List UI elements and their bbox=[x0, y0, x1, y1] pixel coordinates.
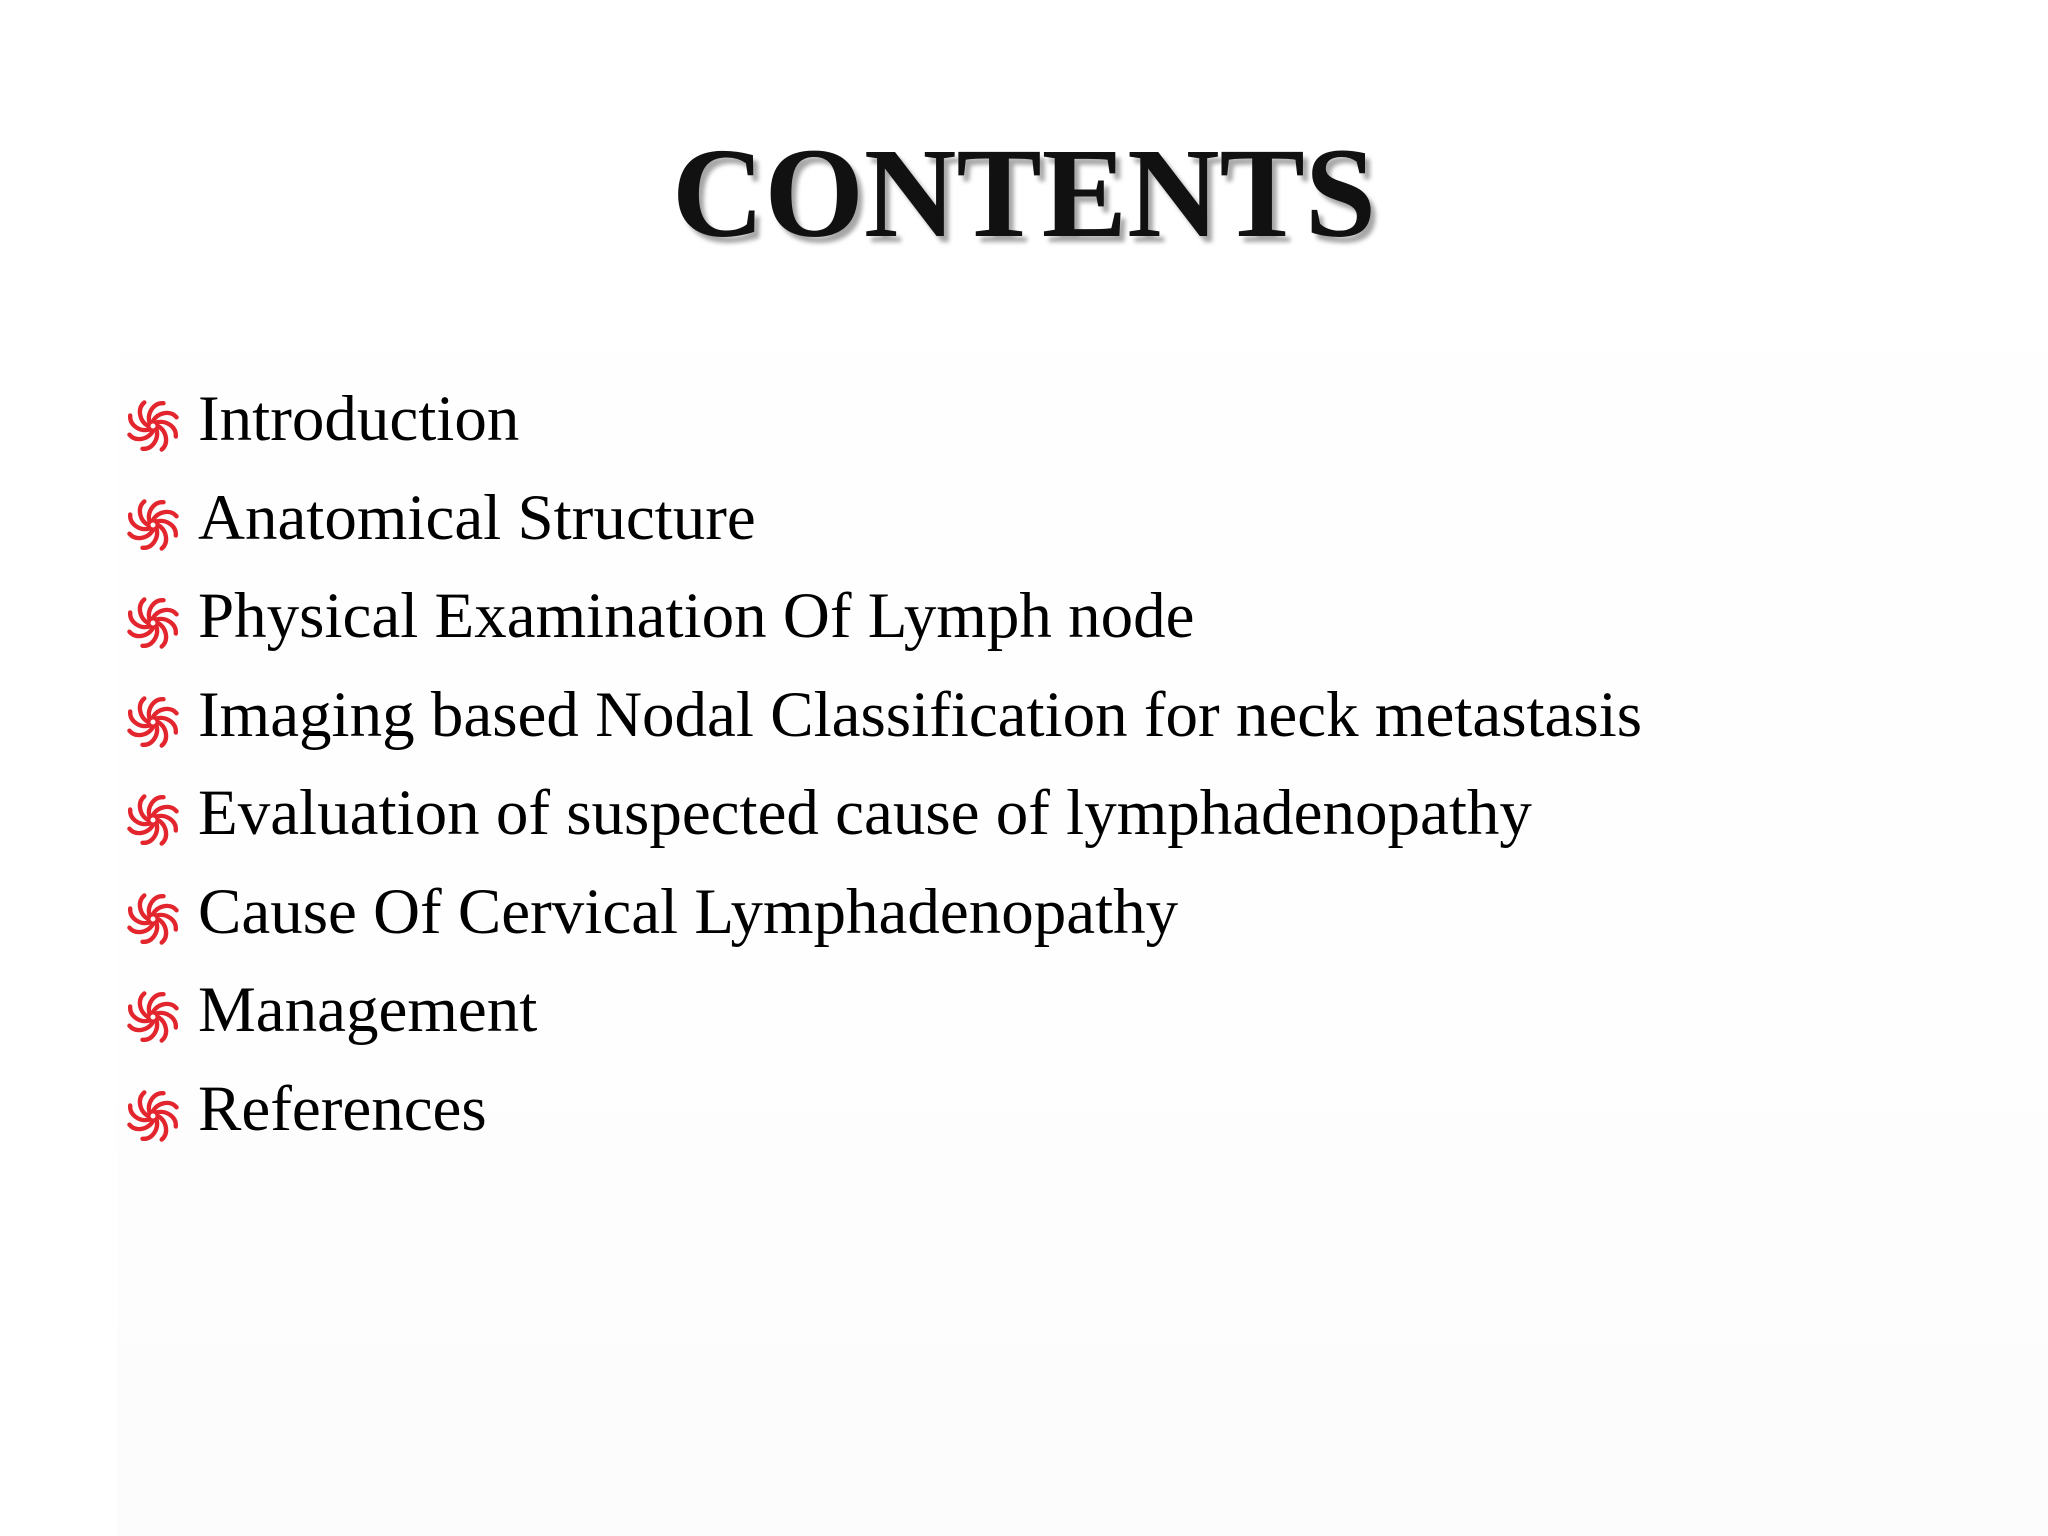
pinwheel-bullet-icon bbox=[122, 395, 184, 457]
list-item-physical-examination bbox=[122, 567, 1642, 666]
pinwheel-bullet-icon bbox=[122, 691, 184, 753]
contents-list bbox=[122, 370, 1642, 1158]
list-item-evaluation bbox=[122, 764, 1642, 863]
pinwheel-bullet-icon bbox=[122, 888, 184, 950]
list-item-label: Imaging based Nodal Classification for neck metastasis bbox=[198, 678, 1643, 751]
list-item-label: Physical Examination Of Lymph node bbox=[198, 580, 1195, 653]
list-item-label: Management bbox=[198, 974, 538, 1047]
pinwheel-bullet-icon bbox=[122, 789, 184, 851]
list-item-cause bbox=[122, 863, 1642, 962]
pinwheel-bullet-icon bbox=[122, 592, 184, 654]
list-item-label: Evaluation of suspected cause of lymphadenopathy bbox=[198, 777, 1532, 850]
list-item-management bbox=[122, 961, 1642, 1060]
list-item-label: Introduction bbox=[198, 383, 520, 456]
pinwheel-bullet-icon bbox=[122, 494, 184, 556]
list-item-label: References bbox=[198, 1072, 487, 1145]
pinwheel-bullet-icon bbox=[122, 1085, 184, 1147]
list-item-imaging-classification bbox=[122, 666, 1642, 765]
page-title: CONTENTS bbox=[671, 122, 1377, 264]
list-item-label: Cause Of Cervical Lymphadenopathy bbox=[198, 875, 1179, 948]
list-item-introduction bbox=[122, 370, 1642, 469]
pinwheel-bullet-icon bbox=[122, 986, 184, 1048]
list-item-references bbox=[122, 1060, 1642, 1159]
list-item-anatomical-structure bbox=[122, 469, 1642, 568]
list-item-label: Anatomical Structure bbox=[198, 481, 756, 554]
